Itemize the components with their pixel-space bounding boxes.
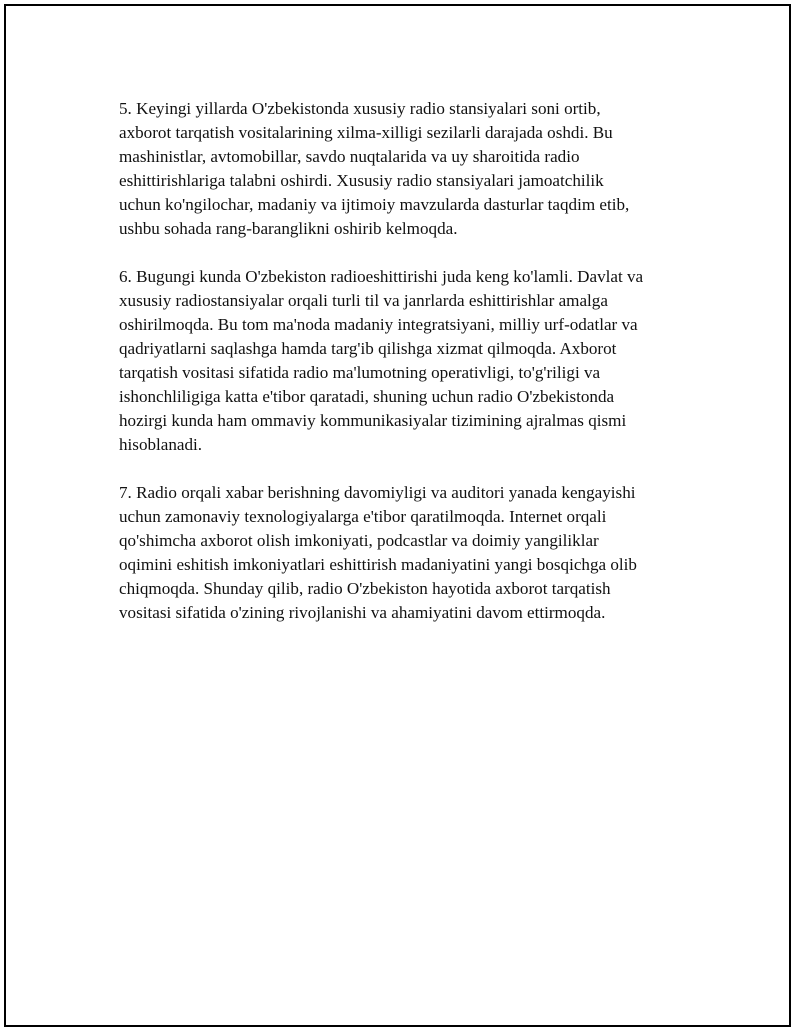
paragraph-7: 7. Radio orqali xabar berishning davomiyligi va auditori yanada kengayishi uchun zamonaviy texnologiyalarga e'tibor qaratilmoqda. Internet orqali qo'shimcha axborot olish imkoniyati, podcastlar va doimiy yangiliklar oqimini eshitish imkoniyatlari eshittirish madaniyatini yangi bosqichga olib chiqmoqda. Shunday qilib, radio O'zbekiston hayotida axborot tarqatish vositasi sifatida o'zining rivojlanishi va ahamiyatini davom ettirmoqda.: [119, 483, 637, 622]
document-body: [119, 97, 699, 649]
paragraph-6: 6. Bugungi kunda O'zbekiston radioeshittirishi juda keng ko'lamli. Davlat va xususiy radiostansiyalar orqali turli til va janrlarda eshittirishlar amalga oshirilmoqda. Bu tom ma'noda madaniy integratsiyani, milliy urf-odatlar va qadriyatlarni saqlashga hamda targ'ib qilishga xizmat qilmoqda. Axborot tarqatish vositasi sifatida radio ma'lumotning operativligi, to'g'riligi va ishonchliligiga katta e'tibor qaratadi, shuning uchun radio O'zbekistonda hozirgi kunda ham ommaviy kommunikasiyalar tizimining ajralmas qismi hisoblanadi.: [119, 267, 644, 454]
paragraph-5: 5. Keyingi yillarda O'zbekistonda xususiy radio stansiyalari soni ortib, axborot tarqatish vositalarining xilma-xilligi sezilarli darajada oshdi. Bu mashinistlar, avtomobillar, savdo nuqtalarida va uy sharoitida radio eshittirishlariga talabni oshirdi. Xususiy radio stansiyalari jamoatchilik uchun ko'ngilochar, madaniy va ijtimoiy mavzularda dasturlar taqdim etib, ushbu sohada rang-baranglikni oshirib kelmoqda.: [119, 99, 630, 238]
document-page: [4, 4, 791, 1027]
